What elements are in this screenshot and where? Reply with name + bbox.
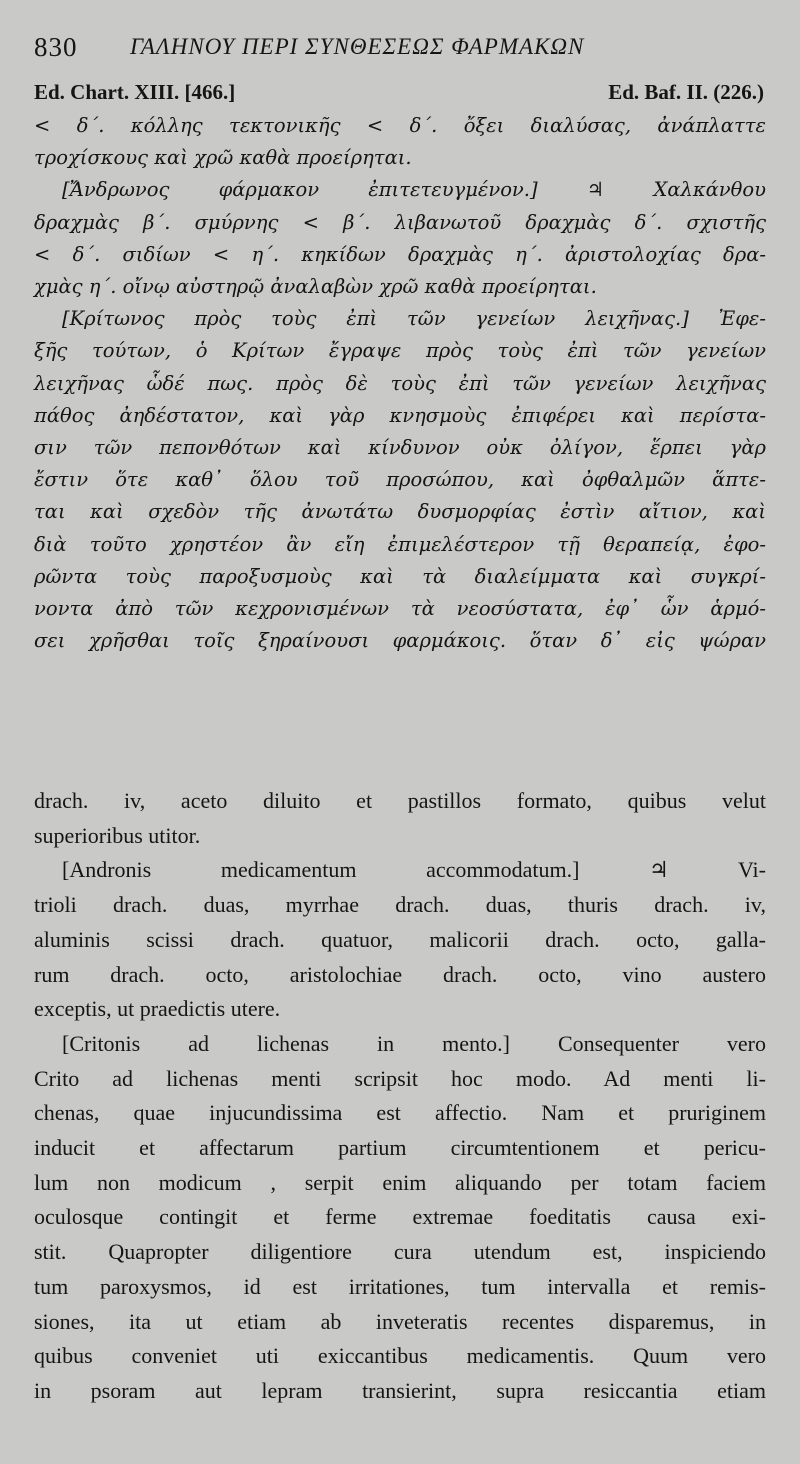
greek-line: χμὰς η΄. οἴνῳ αὐστηρῷ ἀναλαβὼν χρῶ καθὰ προείρηται. [34, 275, 597, 299]
greek-line: < δ΄. κόλλης τεκτονικῆς < δ΄. ὄξει διαλύσας, ἀνάπλαττε [34, 114, 766, 137]
latin-line: drach. iv, aceto diluito et pastillos formato, quibus velut [34, 788, 766, 813]
greek-line: τροχίσκους καὶ χρῶ καθὰ προείρηται. [34, 146, 412, 170]
greek-line: ἔστιν ὅτε καθ᾿ ὅλου τοῦ προσώπου, καὶ ὀφθαλμῶν ἅπτε- [34, 468, 766, 492]
running-title: ΓΑΛΗΝΟΥ ΠΕΡΙ ΣΥΝΘΕΣΕΩΣ ΦΑΡΜΑΚΩΝ [130, 34, 585, 59]
latin-line: tum paroxysmos, id est irritationes, tum intervalla et remis- [34, 1273, 766, 1299]
greek-line: [Κρίτωνος πρὸς τοὺς ἐπὶ τῶν γενείων λειχῆνας.] Ἐφε- [62, 307, 766, 331]
latin-line: rum drach. octo, aristolochiae drach. octo, vino austero [34, 961, 766, 987]
greek-line: [Ἄνδρωνος φάρμακον ἐπιτετευγμένον.] ♃ Χαλκάνθου [62, 178, 766, 202]
edition-reference-line [34, 80, 764, 108]
latin-line: in psoram aut lepram transierint, supra resiccantia etiam [34, 1377, 766, 1403]
latin-line: siones, ita ut etiam ab inveteratis recentes disparemus, in [34, 1308, 766, 1334]
latin-line: lum non modicum , serpit enim aliquando per totam faciem [34, 1169, 766, 1195]
latin-text-block [34, 784, 766, 1409]
greek-line: σει χρῆσθαι τοῖς ξηραίνουσι φαρμάκοις. ὅταν δ᾿ εἰς ψώραν [34, 629, 766, 653]
latin-line: stit. Quapropter diligentiore cura utendum est, inspiciendo [34, 1239, 766, 1265]
greek-line: νοντα ἀπὸ τῶν κεχρονισμένων τὰ νεοσύστατα, ἐφ᾿ ὧν ἁρμό- [34, 597, 766, 621]
page-number: 830 [34, 32, 78, 62]
latin-line: [Andronis medicamentum accommodatum.] ♃ Vi- [62, 857, 766, 883]
greek-line: δραχμὰς β΄. σμύρνης < β΄. λιβανωτοῦ δραχμὰς δ΄. σχιστῆς [34, 210, 766, 234]
edition-right-reference: Ed. Baf. II. (226.) [608, 80, 764, 104]
latin-line: Crito ad lichenas menti scripsit hoc modo. Ad menti li- [34, 1065, 766, 1091]
greek-line: διὰ τοῦτο χρηστέον ἂν εἴη ἐπιμελέστερον τῇ θεραπείᾳ, ἐφο- [34, 532, 766, 556]
greek-line: ται καὶ σχεδὸν τῆς ἀνωτάτω δυσμορφίας ἐστὶν αἴτιον, καὶ [34, 500, 766, 524]
greek-line: λειχῆνας ὧδέ πως. πρὸς δὲ τοὺς ἐπὶ τῶν γενείων λειχῆνας [34, 371, 766, 395]
edition-left-reference: Ed. Chart. XIII. [466.] [34, 80, 236, 104]
latin-line: aluminis scissi drach. quatuor, malicorii drach. octo, galla- [34, 926, 766, 952]
greek-text-block [34, 110, 766, 657]
latin-line: inducit et affectarum partium circumtentionem et pericu- [34, 1135, 766, 1161]
latin-line: oculosque contingit et ferme extremae foeditatis causa exi- [34, 1204, 766, 1230]
latin-line: [Critonis ad lichenas in mento.] Consequenter vero [62, 1030, 766, 1056]
greek-line: ξῆς τούτων, ὁ Κρίτων ἔγραψε πρὸς τοὺς ἐπὶ τῶν γενείων [34, 339, 766, 363]
greek-line: ρῶντα τοὺς παροξυσμοὺς καὶ τὰ διαλείμματα καὶ συγκρί- [34, 564, 766, 588]
greek-line: πάθος ἀηδέστατον, καὶ γὰρ κνησμοὺς ἐπιφέρει καὶ περίστα- [34, 403, 766, 427]
latin-line: chenas, quae injucundissima est affectio. Nam et pruriginem [34, 1100, 766, 1126]
latin-line: superioribus utitor. [34, 822, 201, 848]
greek-line: < δ΄. σιδίων < η΄. κηκίδων δραχμὰς η΄. ἀριστολοχίας δρα- [34, 242, 766, 266]
greek-line: σιν τῶν πεπονθότων καὶ κίνδυνον οὐκ ὀλίγον, ἕρπει γὰρ [34, 436, 766, 460]
latin-line: trioli drach. duas, myrrhae drach. duas, thuris drach. iv, [34, 892, 766, 918]
page-header [34, 28, 774, 68]
latin-line: exceptis, ut praedictis utere. [34, 996, 281, 1022]
latin-line: quibus conveniet uti exiccantibus medicamentis. Quum vero [34, 1343, 766, 1369]
